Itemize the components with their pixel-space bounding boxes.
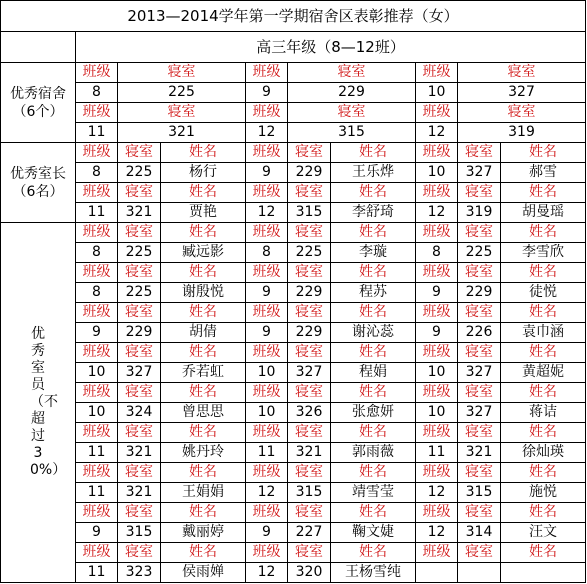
room-value: 327 bbox=[458, 163, 501, 183]
header-name: 姓名 bbox=[501, 343, 586, 363]
name-value: 李璇 bbox=[331, 243, 416, 263]
head-header-row bbox=[1, 143, 586, 163]
table-row bbox=[1, 323, 586, 343]
header-class: 班级 bbox=[76, 263, 118, 283]
room-value: 320 bbox=[288, 563, 331, 583]
name-value: 汪文 bbox=[501, 523, 586, 543]
header-class: 班级 bbox=[416, 383, 458, 403]
header-class: 班级 bbox=[416, 103, 458, 123]
room-value: 229 bbox=[118, 323, 161, 343]
header-room: 寝室 bbox=[118, 183, 161, 203]
room-value: 225 bbox=[288, 243, 331, 263]
member-header-row bbox=[1, 223, 586, 243]
name-value: 贾艳 bbox=[161, 203, 246, 223]
header-room: 寝室 bbox=[458, 383, 501, 403]
header-class: 班级 bbox=[76, 183, 118, 203]
room-value: 327 bbox=[458, 83, 586, 103]
header-class: 班级 bbox=[246, 463, 288, 483]
name-value: 徐灿瑛 bbox=[501, 443, 586, 463]
room-value: 319 bbox=[458, 203, 501, 223]
header-class: 班级 bbox=[76, 463, 118, 483]
header-name: 姓名 bbox=[161, 463, 246, 483]
header-name: 姓名 bbox=[161, 263, 246, 283]
header-name: 姓名 bbox=[161, 223, 246, 243]
header-class: 班级 bbox=[416, 463, 458, 483]
header-room: 寝室 bbox=[118, 383, 161, 403]
header-class: 班级 bbox=[246, 143, 288, 163]
header-class: 班级 bbox=[416, 423, 458, 443]
member-header-row bbox=[1, 263, 586, 283]
header-room: 寝室 bbox=[458, 503, 501, 523]
name-value: 侯雨婵 bbox=[161, 563, 246, 583]
room-value: 321 bbox=[288, 443, 331, 463]
header-name: 姓名 bbox=[331, 303, 416, 323]
class-value: 8 bbox=[76, 283, 118, 303]
header-room: 寝室 bbox=[288, 303, 331, 323]
member-header-row bbox=[1, 463, 586, 483]
table-row bbox=[1, 363, 586, 383]
header-class: 班级 bbox=[246, 223, 288, 243]
room-value: 225 bbox=[118, 243, 161, 263]
room-value: 315 bbox=[458, 483, 501, 503]
name-value: 张愈妍 bbox=[331, 403, 416, 423]
name-value: 胡曼瑶 bbox=[501, 203, 586, 223]
table-row bbox=[1, 123, 586, 143]
name-value: 乔若虹 bbox=[161, 363, 246, 383]
header-room: 寝室 bbox=[118, 463, 161, 483]
header-room: 寝室 bbox=[288, 423, 331, 443]
header-name: 姓名 bbox=[331, 423, 416, 443]
header-name: 姓名 bbox=[331, 543, 416, 563]
member-header-row bbox=[1, 303, 586, 323]
header-room: 寝室 bbox=[288, 383, 331, 403]
class-value: 12 bbox=[246, 203, 288, 223]
header-name: 姓名 bbox=[331, 503, 416, 523]
member-header-row bbox=[1, 543, 586, 563]
category-member bbox=[1, 223, 76, 583]
class-value: 8 bbox=[76, 243, 118, 263]
header-room: 寝室 bbox=[118, 423, 161, 443]
name-value: 谢殷悦 bbox=[161, 283, 246, 303]
class-value: 8 bbox=[246, 243, 288, 263]
room-value: 319 bbox=[458, 123, 586, 143]
class-value: 9 bbox=[76, 323, 118, 343]
header-room: 寝室 bbox=[118, 63, 246, 83]
class-value bbox=[416, 563, 458, 583]
name-value: 王娟娟 bbox=[161, 483, 246, 503]
room-value: 327 bbox=[288, 363, 331, 383]
table-row bbox=[1, 203, 586, 223]
header-room: 寝室 bbox=[458, 223, 501, 243]
room-value: 229 bbox=[458, 283, 501, 303]
header-class: 班级 bbox=[416, 143, 458, 163]
class-value: 8 bbox=[76, 83, 118, 103]
category-count: （6名） bbox=[12, 183, 64, 200]
name-value: 李舒琦 bbox=[331, 203, 416, 223]
header-name: 姓名 bbox=[161, 423, 246, 443]
header-class: 班级 bbox=[416, 263, 458, 283]
room-value: 229 bbox=[288, 163, 331, 183]
room-value: 229 bbox=[288, 323, 331, 343]
header-class: 班级 bbox=[246, 343, 288, 363]
name-value: 李雪欣 bbox=[501, 243, 586, 263]
name-value: 谢沁蕊 bbox=[331, 323, 416, 343]
room-value: 321 bbox=[458, 443, 501, 463]
room-value: 229 bbox=[288, 83, 416, 103]
class-value: 11 bbox=[76, 203, 118, 223]
name-value: 袁巾涵 bbox=[501, 323, 586, 343]
class-value: 9 bbox=[416, 323, 458, 343]
room-value: 327 bbox=[458, 363, 501, 383]
dorm-header-row bbox=[1, 103, 586, 123]
header-name: 姓名 bbox=[501, 503, 586, 523]
class-value: 12 bbox=[246, 563, 288, 583]
name-value: 臧远影 bbox=[161, 243, 246, 263]
class-value: 10 bbox=[246, 363, 288, 383]
name-value: 王杨雪纯 bbox=[331, 563, 416, 583]
header-room: 寝室 bbox=[288, 103, 416, 123]
table-row bbox=[1, 163, 586, 183]
header-name: 姓名 bbox=[161, 543, 246, 563]
header-room: 寝室 bbox=[288, 223, 331, 243]
header-class: 班级 bbox=[246, 103, 288, 123]
header-class: 班级 bbox=[246, 543, 288, 563]
name-value: 郭雨薇 bbox=[331, 443, 416, 463]
header-name: 姓名 bbox=[501, 263, 586, 283]
class-value: 11 bbox=[246, 443, 288, 463]
header-class: 班级 bbox=[76, 223, 118, 243]
class-value: 10 bbox=[76, 403, 118, 423]
header-name: 姓名 bbox=[161, 503, 246, 523]
class-value: 8 bbox=[76, 163, 118, 183]
header-name: 姓名 bbox=[501, 223, 586, 243]
member-header-row bbox=[1, 423, 586, 443]
class-value: 12 bbox=[416, 123, 458, 143]
class-value: 12 bbox=[416, 203, 458, 223]
header-name: 姓名 bbox=[501, 383, 586, 403]
room-value: 315 bbox=[288, 203, 331, 223]
room-value: 225 bbox=[118, 83, 246, 103]
header-name: 姓名 bbox=[161, 343, 246, 363]
header-class: 班级 bbox=[246, 183, 288, 203]
table-row bbox=[1, 563, 586, 583]
name-value: 靖雪莹 bbox=[331, 483, 416, 503]
header-class: 班级 bbox=[76, 383, 118, 403]
header-room: 寝室 bbox=[288, 343, 331, 363]
room-value: 315 bbox=[288, 123, 416, 143]
header-class: 班级 bbox=[416, 503, 458, 523]
name-value: 胡倩 bbox=[161, 323, 246, 343]
header-name: 姓名 bbox=[501, 143, 586, 163]
room-value: 229 bbox=[288, 283, 331, 303]
header-class: 班级 bbox=[246, 423, 288, 443]
header-room: 寝室 bbox=[288, 463, 331, 483]
class-value: 12 bbox=[246, 123, 288, 143]
room-value: 327 bbox=[118, 363, 161, 383]
header-room: 寝室 bbox=[118, 263, 161, 283]
header-class: 班级 bbox=[416, 223, 458, 243]
name-value: 郝雪 bbox=[501, 163, 586, 183]
category-label: 优秀室长 bbox=[10, 165, 66, 182]
header-class: 班级 bbox=[246, 383, 288, 403]
room-value: 225 bbox=[458, 243, 501, 263]
header-class: 班级 bbox=[246, 63, 288, 83]
room-value: 323 bbox=[118, 563, 161, 583]
header-name: 姓名 bbox=[501, 183, 586, 203]
room-value bbox=[458, 563, 501, 583]
header-class: 班级 bbox=[246, 263, 288, 283]
header-class: 班级 bbox=[76, 63, 118, 83]
header-class: 班级 bbox=[76, 303, 118, 323]
header-room: 寝室 bbox=[118, 503, 161, 523]
name-value: 王乐烨 bbox=[331, 163, 416, 183]
header-room: 寝室 bbox=[458, 463, 501, 483]
header-class: 班级 bbox=[246, 303, 288, 323]
class-value: 11 bbox=[76, 563, 118, 583]
room-value: 226 bbox=[458, 323, 501, 343]
category-count: （6个） bbox=[12, 103, 64, 120]
header-room: 寝室 bbox=[458, 263, 501, 283]
header-name: 姓名 bbox=[161, 383, 246, 403]
class-value: 11 bbox=[76, 443, 118, 463]
room-value: 321 bbox=[118, 443, 161, 463]
name-value: 程娟 bbox=[331, 363, 416, 383]
table-row bbox=[1, 403, 586, 423]
header-room: 寝室 bbox=[118, 103, 246, 123]
header-name: 姓名 bbox=[501, 543, 586, 563]
header-name: 姓名 bbox=[331, 263, 416, 283]
class-value: 10 bbox=[76, 363, 118, 383]
room-value: 321 bbox=[118, 203, 161, 223]
room-value: 326 bbox=[288, 403, 331, 423]
header-class: 班级 bbox=[76, 543, 118, 563]
header-room: 寝室 bbox=[458, 343, 501, 363]
member-header-row bbox=[1, 503, 586, 523]
header-room: 寝室 bbox=[458, 143, 501, 163]
name-value: 杨行 bbox=[161, 163, 246, 183]
class-value: 9 bbox=[246, 83, 288, 103]
room-value: 225 bbox=[118, 283, 161, 303]
category-label: 优秀宿舍 bbox=[10, 85, 66, 102]
header-room: 寝室 bbox=[118, 303, 161, 323]
class-value: 12 bbox=[246, 483, 288, 503]
header-room: 寝室 bbox=[458, 543, 501, 563]
class-value: 12 bbox=[416, 523, 458, 543]
header-room: 寝室 bbox=[118, 143, 161, 163]
room-value: 321 bbox=[118, 483, 161, 503]
room-value: 315 bbox=[288, 483, 331, 503]
header-name: 姓名 bbox=[331, 383, 416, 403]
name-value: 姚丹玲 bbox=[161, 443, 246, 463]
name-value: 徒悦 bbox=[501, 283, 586, 303]
header-name: 姓名 bbox=[331, 343, 416, 363]
class-value: 11 bbox=[76, 123, 118, 143]
table-row bbox=[1, 243, 586, 263]
header-room: 寝室 bbox=[458, 183, 501, 203]
name-value: 鞠文婕 bbox=[331, 523, 416, 543]
class-value: 10 bbox=[416, 403, 458, 423]
table-row bbox=[1, 443, 586, 463]
class-value: 10 bbox=[416, 83, 458, 103]
class-value: 10 bbox=[246, 403, 288, 423]
class-value: 10 bbox=[416, 163, 458, 183]
class-value: 8 bbox=[416, 243, 458, 263]
header-name: 姓名 bbox=[161, 303, 246, 323]
class-value: 9 bbox=[246, 323, 288, 343]
header-class: 班级 bbox=[76, 103, 118, 123]
header-name: 姓名 bbox=[331, 183, 416, 203]
header-name: 姓名 bbox=[501, 303, 586, 323]
room-value: 225 bbox=[118, 163, 161, 183]
header-room: 寝室 bbox=[118, 343, 161, 363]
room-value: 321 bbox=[118, 123, 246, 143]
header-name: 姓名 bbox=[331, 143, 416, 163]
name-value: 黄超妮 bbox=[501, 363, 586, 383]
header-room: 寝室 bbox=[458, 423, 501, 443]
header-class: 班级 bbox=[76, 503, 118, 523]
header-class: 班级 bbox=[416, 183, 458, 203]
class-value: 11 bbox=[416, 443, 458, 463]
table-row bbox=[1, 283, 586, 303]
name-value: 施悦 bbox=[501, 483, 586, 503]
class-value: 9 bbox=[76, 523, 118, 543]
header-class: 班级 bbox=[76, 423, 118, 443]
header-class: 班级 bbox=[76, 343, 118, 363]
name-value: 曾思思 bbox=[161, 403, 246, 423]
class-value: 11 bbox=[76, 483, 118, 503]
name-value: 戴丽婷 bbox=[161, 523, 246, 543]
room-value: 324 bbox=[118, 403, 161, 423]
room-value: 327 bbox=[458, 403, 501, 423]
header-class: 班级 bbox=[416, 543, 458, 563]
header-class: 班级 bbox=[416, 63, 458, 83]
header-name: 姓名 bbox=[501, 463, 586, 483]
table-row bbox=[1, 483, 586, 503]
dorm-header-row bbox=[1, 63, 586, 83]
header-room: 寝室 bbox=[288, 183, 331, 203]
header-class: 班级 bbox=[416, 303, 458, 323]
header-room: 寝室 bbox=[118, 543, 161, 563]
category-label: 优秀室员（不超过30%） bbox=[30, 326, 67, 478]
member-header-row bbox=[1, 383, 586, 403]
header-room: 寝室 bbox=[118, 223, 161, 243]
header-room: 寝室 bbox=[288, 263, 331, 283]
page-title: 2013—2014学年第一学期宿舍区表彰推荐（女） bbox=[1, 1, 586, 32]
name-value: 程苏 bbox=[331, 283, 416, 303]
name-value bbox=[501, 563, 586, 583]
header-room: 寝室 bbox=[288, 543, 331, 563]
class-value: 9 bbox=[246, 523, 288, 543]
header-room: 寝室 bbox=[458, 103, 586, 123]
category-dorm bbox=[1, 63, 76, 143]
blank-cell bbox=[1, 32, 76, 63]
name-value: 蒋诘 bbox=[501, 403, 586, 423]
header-name: 姓名 bbox=[161, 183, 246, 203]
class-value: 9 bbox=[416, 283, 458, 303]
header-class: 班级 bbox=[416, 343, 458, 363]
header-room: 寝室 bbox=[288, 143, 331, 163]
header-room: 寝室 bbox=[458, 63, 586, 83]
class-value: 12 bbox=[416, 483, 458, 503]
room-value: 315 bbox=[118, 523, 161, 543]
class-value: 9 bbox=[246, 283, 288, 303]
header-room: 寝室 bbox=[288, 503, 331, 523]
header-class: 班级 bbox=[246, 503, 288, 523]
header-room: 寝室 bbox=[288, 63, 416, 83]
class-value: 9 bbox=[246, 163, 288, 183]
grade-subtitle: 高三年级（8—12班） bbox=[76, 32, 586, 63]
class-value: 10 bbox=[416, 363, 458, 383]
member-header-row bbox=[1, 343, 586, 363]
room-value: 314 bbox=[458, 523, 501, 543]
table-row bbox=[1, 83, 586, 103]
header-name: 姓名 bbox=[161, 143, 246, 163]
header-class: 班级 bbox=[76, 143, 118, 163]
head-header-row bbox=[1, 183, 586, 203]
header-room: 寝室 bbox=[458, 303, 501, 323]
table-row bbox=[1, 523, 586, 543]
header-name: 姓名 bbox=[331, 463, 416, 483]
header-name: 姓名 bbox=[331, 223, 416, 243]
header-name: 姓名 bbox=[501, 423, 586, 443]
room-value: 227 bbox=[288, 523, 331, 543]
category-head bbox=[1, 143, 76, 223]
